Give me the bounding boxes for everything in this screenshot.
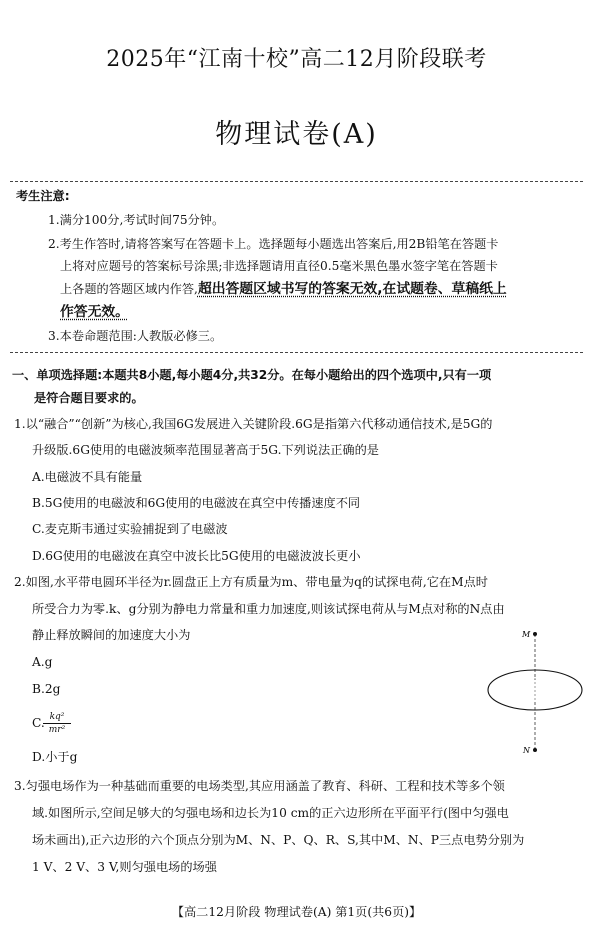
- q3-stem-line-4: 1 V、2 V、3 V,则匀强电场的场强: [32, 860, 217, 874]
- point-m: [533, 632, 537, 636]
- q2-option-c-label: C.: [32, 716, 45, 730]
- section1-heading-line-1: [12, 365, 491, 385]
- exam-title: 2025年“江南十校”高二12月阶段联考: [106, 47, 487, 72]
- q3-stem-line-1: 3.匀强电场作为一种基础而重要的电场类型,其应用涵盖了教育、科研、工程和技术等多个领: [14, 779, 505, 793]
- q2-stem-line-2: 所受合力为零.k、g分别为静电力常量和重力加速度,则该试探电荷从与M点对称的N点由: [32, 602, 505, 616]
- notice-divider: [10, 352, 583, 353]
- notice-item-2-line-1: 2.考生作答时,请将答案写在答题卡上。选择题每小题选出答案后,用2B铅笔在答题卡: [48, 237, 499, 251]
- section1-heading-line-2: 是符合题目要求的。: [34, 391, 144, 405]
- q2-stem-line-1: 2.如图,水平带电圆环半径为r.圆盘正上方有质量为m、带电量为q的试探电荷,它在M点时: [14, 575, 488, 589]
- charged-ring-figure: [480, 622, 585, 762]
- q1-option-b: B.5G使用的电磁波和6G使用的电磁波在真空中传播速度不同: [32, 496, 361, 510]
- q1-option-c: C.麦克斯韦通过实验捕捉到了电磁波: [32, 522, 228, 536]
- section1-label: 一、单项选择题:: [12, 368, 103, 382]
- q3-stem-line-2: 域.如图所示,空间足够大的匀强电场和边长为10 cm的正六边形所在平面平行(图中匀强电: [32, 806, 509, 820]
- label-m: M: [522, 630, 531, 639]
- q2-option-b: B.2g: [32, 682, 61, 696]
- q2-option-a: A.g: [32, 655, 53, 669]
- fraction-denominator: mr²: [48, 725, 66, 735]
- label-n: N: [523, 746, 530, 755]
- q1-stem-line-1: 1.以“融合”“创新”为核心,我国6G发展进入关键阶段.6G是指第六代移动通信技术,是5G的: [14, 417, 493, 431]
- q1-option-d: D.6G使用的电磁波在真空中波长比5G使用的电磁波波长更小: [32, 549, 361, 563]
- q3-stem-line-3: 场未画出),正六边形的六个顶点分别为M、N、P、Q、R、S,其中M、N、P三点电势分别为: [32, 833, 525, 847]
- notice-item-2-line-2: 上将对应题号的答案标号涂黑;非选择题请用直径0.5毫米黑色墨水签字笔在答题卡: [60, 259, 498, 273]
- top-divider: [10, 181, 583, 182]
- q2-option-c-fraction: [43, 712, 71, 735]
- page-footer: 【高二12月阶段 物理试卷(A) 第1页(共6页)】: [171, 905, 422, 919]
- notice-item-2-line-4: 作答无效。: [60, 304, 129, 320]
- point-n: [533, 748, 537, 752]
- notice-item-2-line-3: [60, 279, 507, 299]
- q1-option-a: A.电磁波不具有能量: [32, 470, 143, 484]
- notice-heading: 考生注意:: [16, 189, 70, 203]
- fraction-numerator: kq²: [43, 712, 71, 724]
- q1-stem-line-2: 升级版.6G使用的电磁波频率范围显著高于5G.下列说法正确的是: [32, 443, 379, 457]
- q2-stem-line-3: 静止释放瞬间的加速度大小为: [32, 628, 191, 642]
- notice-item-1: 1.满分100分,考试时间75分钟。: [48, 213, 225, 227]
- q2-option-d: D.小于g: [32, 750, 78, 764]
- notice-item-3: 3.本卷命题范围:人教版必修三。: [48, 329, 223, 343]
- paper-title: 物理试卷(A): [215, 119, 378, 150]
- section1-instruction: 本题共8小题,每小题4分,共32分。在每小题给出的四个选项中,只有一项: [102, 368, 492, 382]
- notice-warning-emphasis: 超出答题区域书写的答案无效,在试题卷、草稿纸上: [197, 281, 507, 297]
- notice-item-2-line-3-plain: 上各题的答题区域内作答,: [60, 282, 198, 296]
